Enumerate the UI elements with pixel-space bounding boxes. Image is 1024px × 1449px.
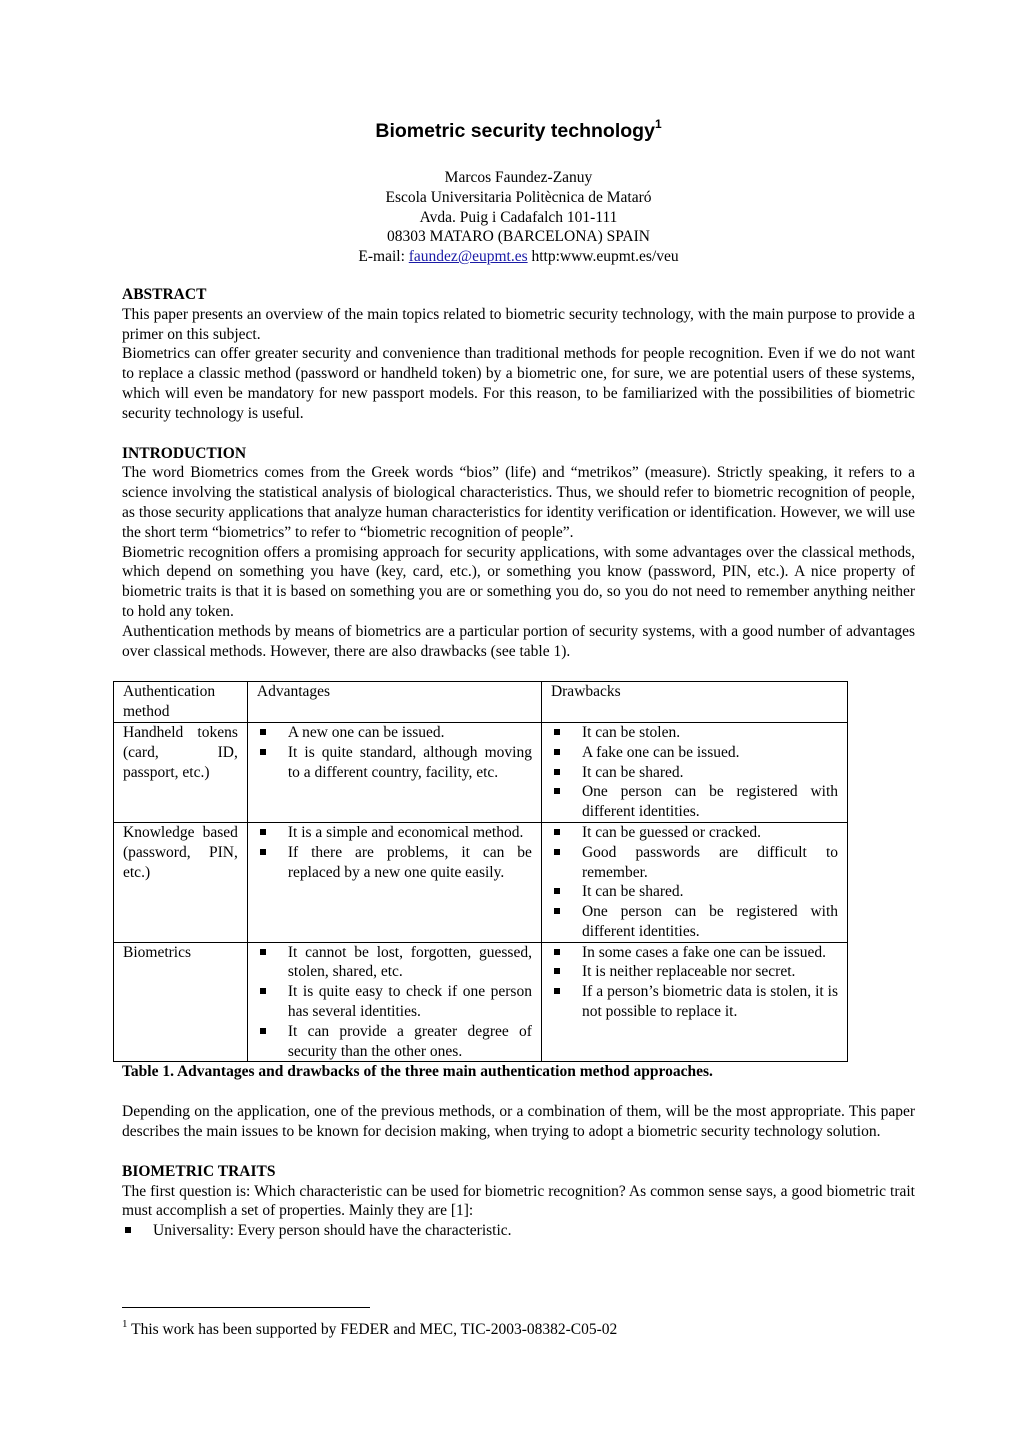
square-bullet-icon [554, 888, 560, 894]
list-item [551, 743, 838, 763]
square-bullet-icon [260, 949, 266, 955]
author-address-1: Avda. Puig i Cadafalch 101-111 [419, 208, 618, 226]
title-text: Biometric security technology [375, 120, 655, 142]
list-item-text: It is quite standard, although moving to a different country, facility, etc. [287, 743, 532, 781]
method-cell: Biometrics [114, 942, 248, 1062]
introduction-paragraph-2: Biometric recognition offers a promising approach for security applications, with some advantages over the classical methods, which depend on something you have (key, card, etc.), or something you know (password, PIN, etc.). A nice property of biometric traits is that it is based on something you are or something you do, so you do not need to remember anything neither to hold any token. [122, 543, 915, 620]
table-row [114, 942, 848, 1062]
list-item [257, 943, 532, 983]
author-institution: Escola Universitaria Politècnica de Mataró [385, 188, 652, 206]
drawbacks-cell [541, 942, 847, 1062]
square-bullet-icon [260, 829, 266, 835]
list-item [257, 982, 532, 1022]
drawbacks-cell [541, 722, 847, 822]
abstract-heading: ABSTRACT [122, 285, 207, 303]
square-bullet-icon [260, 988, 266, 994]
list-item [122, 1221, 915, 1241]
list-item [257, 1022, 532, 1062]
footnote-divider [122, 1307, 370, 1308]
abstract-section [122, 285, 915, 424]
list-item-text: Universality: Every person should have the characteristic. [153, 1222, 512, 1240]
square-bullet-icon [554, 729, 560, 735]
list-item [551, 723, 838, 743]
list-item-text: It can be stolen. [581, 723, 681, 741]
list-item [257, 743, 532, 783]
square-bullet-icon [554, 788, 560, 794]
list-item-text: It can be guessed or cracked. [581, 823, 761, 841]
list-item [551, 782, 838, 822]
author-block [122, 168, 915, 267]
introduction-heading: INTRODUCTION [122, 444, 247, 462]
list-item-text: If there are problems, it can be replaced by a new one quite easily. [287, 843, 532, 881]
square-bullet-icon [260, 749, 266, 755]
advantages-cell [247, 722, 541, 822]
table-caption: Table 1. Advantages and drawbacks of the three main authentication method approaches. [122, 1063, 713, 1081]
email-label: E-mail: [358, 248, 409, 266]
square-bullet-icon [554, 988, 560, 994]
traits-paragraph-1: The first question is: Which characteristic can be used for biometric recognition? As common sense says, a good biometric trait must accomplish a set of properties. Mainly they are [1]: [122, 1182, 915, 1220]
list-item-text: It cannot be lost, forgotten, guessed, stolen, shared, etc. [287, 943, 532, 981]
list-item [551, 943, 838, 963]
square-bullet-icon [260, 849, 266, 855]
introduction-paragraph-3: Authentication methods by means of biometrics are a particular portion of security systems, with a good number of advantages over classical methods. However, there are also drawbacks (see table 1). [122, 622, 915, 660]
table-row [114, 722, 848, 822]
list-item [551, 763, 838, 783]
list-item [551, 982, 838, 1022]
authentication-table [113, 681, 848, 1062]
list-item [551, 902, 838, 942]
list-item-text: If a person’s biometric data is stolen, it is not possible to replace it. [581, 983, 838, 1021]
square-bullet-icon [554, 849, 560, 855]
advantages-cell [247, 822, 541, 942]
square-bullet-icon [260, 729, 266, 735]
header-advantages: Advantages [247, 682, 541, 723]
list-item-text: A fake one can be issued. [581, 743, 740, 761]
paper-page [122, 118, 915, 1261]
list-item-text: It is neither replaceable nor secret. [581, 963, 796, 981]
footnote [122, 1320, 617, 1340]
list-item-text: One person can be registered with different identities. [581, 783, 838, 821]
drawbacks-cell [541, 822, 847, 942]
after-table-paragraph: Depending on the application, one of the previous methods, or a combination of them, will be the most appropriate. This paper describes the main issues to be known for decision making, when trying to adopt a biometric security technology solution. [122, 1103, 915, 1141]
list-item-text: Good passwords are difficult to remember. [581, 843, 838, 881]
list-item-text: It can provide a greater degree of security than the other ones. [287, 1022, 532, 1060]
list-item-text: In some cases a fake one can be issued. [581, 943, 826, 961]
list-item [257, 723, 532, 743]
square-bullet-icon [554, 908, 560, 914]
method-cell: Handheld tokens (card, ID, passport, etc.) [114, 722, 248, 822]
traits-section [122, 1162, 915, 1241]
introduction-paragraph-1: The word Biometrics comes from the Greek words “bios” (life) and “metrikos” (measure). Strictly speaking, it refers to a science involving the statistical analysis of biological characteristics. Thus, we should refer to biometric recognition of people, as those security applications that analyze human characteristics for identity verification or identification. However, we will use the short term “biometrics” to refer to “biometric recognition of people”. [122, 464, 915, 541]
after-table-section [122, 1102, 915, 1142]
list-item-text: One person can be registered with different identities. [581, 903, 838, 940]
square-bullet-icon [554, 829, 560, 835]
list-item [551, 882, 838, 902]
author-contact [122, 247, 915, 267]
list-item [257, 843, 532, 883]
introduction-section [122, 444, 915, 662]
list-item-text: It is quite easy to check if one person has several identities. [287, 983, 532, 1021]
method-cell: Knowledge based (password, PIN, etc.) [114, 822, 248, 942]
footnote-mark: 1 [122, 1318, 128, 1330]
square-bullet-icon [125, 1227, 131, 1233]
author-name: Marcos Faundez-Zanuy [444, 169, 593, 186]
square-bullet-icon [554, 769, 560, 775]
title-footnote-mark[interactable]: 1 [654, 117, 662, 131]
email-link[interactable]: faundez@eupmt.es [408, 248, 528, 266]
list-item-text: It is a simple and economical method. [287, 823, 524, 841]
website-text: http:www.eupmt.es/veu [527, 248, 679, 266]
square-bullet-icon [554, 968, 560, 974]
square-bullet-icon [554, 749, 560, 755]
list-item [551, 843, 838, 883]
list-item-text: It can be shared. [581, 883, 684, 901]
author-address-2: 08303 MATARO (BARCELONA) SPAIN [386, 228, 650, 246]
advantages-cell [247, 942, 541, 1062]
list-item [257, 823, 532, 843]
list-item [551, 823, 838, 843]
list-item-text: It can be shared. [581, 763, 684, 781]
abstract-paragraph-2: Biometrics can offer greater security and convenience than traditional methods for people recognition. Even if we do not want to replace a classic method (password or handheld token) by a biometric one, for sure, we are potential users of these systems, which will even be mandatory for new passport models. For this reason, to be familiarized with the possibilities of biometric security technology is useful. [122, 345, 915, 422]
traits-heading: BIOMETRIC TRAITS [122, 1162, 276, 1180]
abstract-paragraph-1: This paper presents an overview of the main topics related to biometric security technology, with the main purpose to provide a primer on this subject. [122, 305, 915, 343]
table-header-row [114, 682, 848, 723]
paper-title [122, 118, 915, 144]
header-method: Authentication method [114, 682, 248, 723]
square-bullet-icon [260, 1028, 266, 1034]
table-row [114, 822, 848, 942]
square-bullet-icon [554, 949, 560, 955]
footnote-text: This work has been supported by FEDER and MEC, TIC-2003-08382-C05-02 [127, 1321, 618, 1338]
list-item [551, 962, 838, 982]
header-drawbacks: Drawbacks [541, 682, 847, 723]
list-item-text: A new one can be issued. [287, 723, 445, 741]
